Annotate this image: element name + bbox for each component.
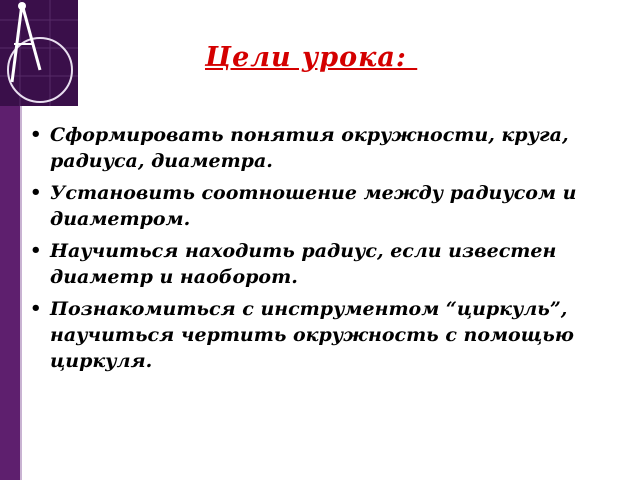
goal-text: Научиться находить радиус, если известен диаметр и наоборот. bbox=[50, 240, 557, 288]
list-item bbox=[30, 238, 630, 290]
slide-title: Цели урока: bbox=[205, 42, 418, 73]
list-item bbox=[30, 296, 630, 374]
goal-text: Установить соотношение между радиусом и диаметром. bbox=[50, 182, 577, 230]
goal-text: Сформировать понятия окружности, круга, радиуса, диаметра. bbox=[50, 124, 569, 172]
bullet-icon: • bbox=[30, 124, 42, 145]
bullet-icon: • bbox=[30, 298, 42, 319]
goal-text: Познакомиться с инструментом “циркуль”, научиться чертить окружность с помощью циркуля. bbox=[50, 298, 574, 372]
list-item bbox=[30, 180, 630, 232]
list-item bbox=[30, 122, 630, 174]
bullet-icon: • bbox=[30, 240, 42, 261]
goals-list bbox=[30, 122, 630, 380]
bullet-icon: • bbox=[30, 182, 42, 203]
compass-drawing-icon bbox=[0, 0, 78, 106]
